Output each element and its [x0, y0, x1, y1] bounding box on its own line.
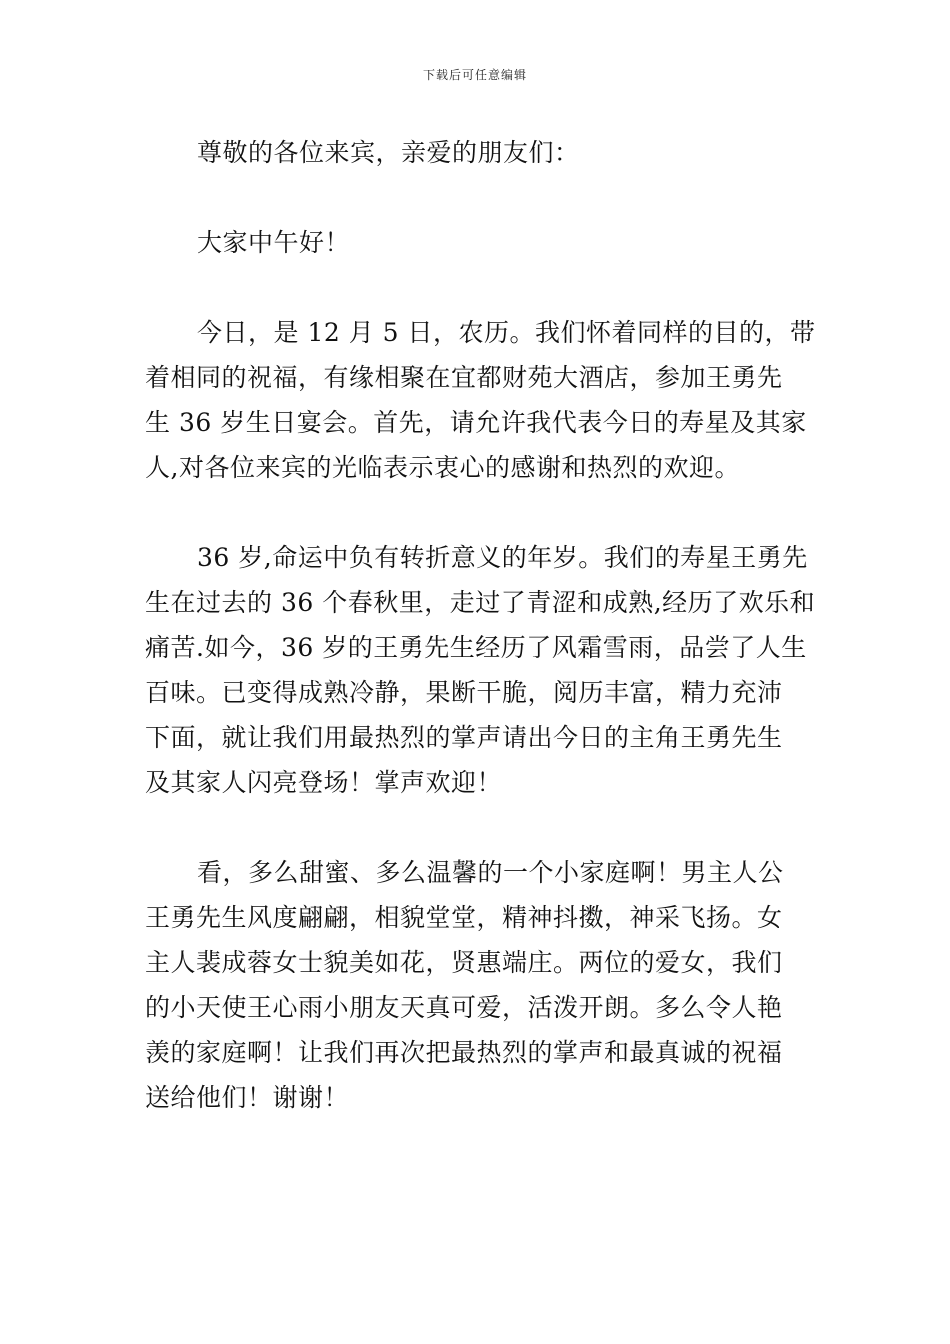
- paragraph-line: 主人裴成蓉女士貌美如花，贤惠端庄。两位的爱女，我们: [145, 948, 783, 977]
- paragraph-2: [145, 535, 816, 805]
- salutation-line: 大家中午好！: [197, 228, 351, 257]
- paragraph-line: 羡的家庭啊！让我们再次把最热烈的掌声和最真诚的祝福: [145, 1038, 783, 1067]
- page-header-note: 下载后可任意编辑: [422, 68, 527, 82]
- paragraph-line: 生 36 岁生日宴会。首先，请允许我代表今日的寿星及其家: [145, 408, 807, 437]
- paragraph-1: [145, 310, 816, 490]
- paragraph-line: 及其家人闪亮登场！掌声欢迎！: [145, 768, 503, 797]
- paragraph-gap: [145, 490, 810, 535]
- paragraph-line: 的小天使王心雨小朋友天真可爱，活泼开朗。多么令人艳: [145, 993, 783, 1022]
- paragraph-line: 看，多么甜蜜、多么温馨的一个小家庭啊！男主人公: [197, 858, 784, 887]
- greeting-line: 尊敬的各位来宾，亲爱的朋友们：: [197, 138, 580, 167]
- paragraph-line: 下面，就让我们用最热烈的掌声请出今日的主角王勇先生: [145, 723, 783, 752]
- paragraph-gap: [145, 805, 810, 850]
- document-body: [145, 130, 816, 1120]
- paragraph-line: 36 岁,命运中负有转折意义的年岁。我们的寿星王勇先: [197, 543, 808, 572]
- paragraph-line: 今日，是 12 月 5 日，农历。我们怀着同样的目的，带: [197, 318, 816, 347]
- paragraph-gap: [145, 265, 810, 310]
- paragraph-line: 王勇先生风度翩翩，相貌堂堂，精神抖擞，神采飞扬。女: [145, 903, 783, 932]
- paragraph-3: [145, 850, 810, 1120]
- paragraph-gap: [145, 175, 810, 220]
- paragraph-line: 百味。已变得成熟冷静，果断干脆，阅历丰富，精力充沛: [145, 678, 783, 707]
- paragraph-line: 人,对各位来宾的光临表示衷心的感谢和热烈的欢迎。: [145, 453, 740, 482]
- paragraph-line: 痛苦.如今，36 岁的王勇先生经历了风霜雪雨，品尝了人生: [145, 633, 807, 662]
- paragraph-line: 生在过去的 36 个春秋里，走过了青涩和成熟,经历了欢乐和: [145, 588, 816, 617]
- paragraph-line: 送给他们！谢谢！: [145, 1083, 350, 1112]
- paragraph-line: 着相同的祝福，有缘相聚在宜都财苑大酒店，参加王勇先: [145, 363, 783, 392]
